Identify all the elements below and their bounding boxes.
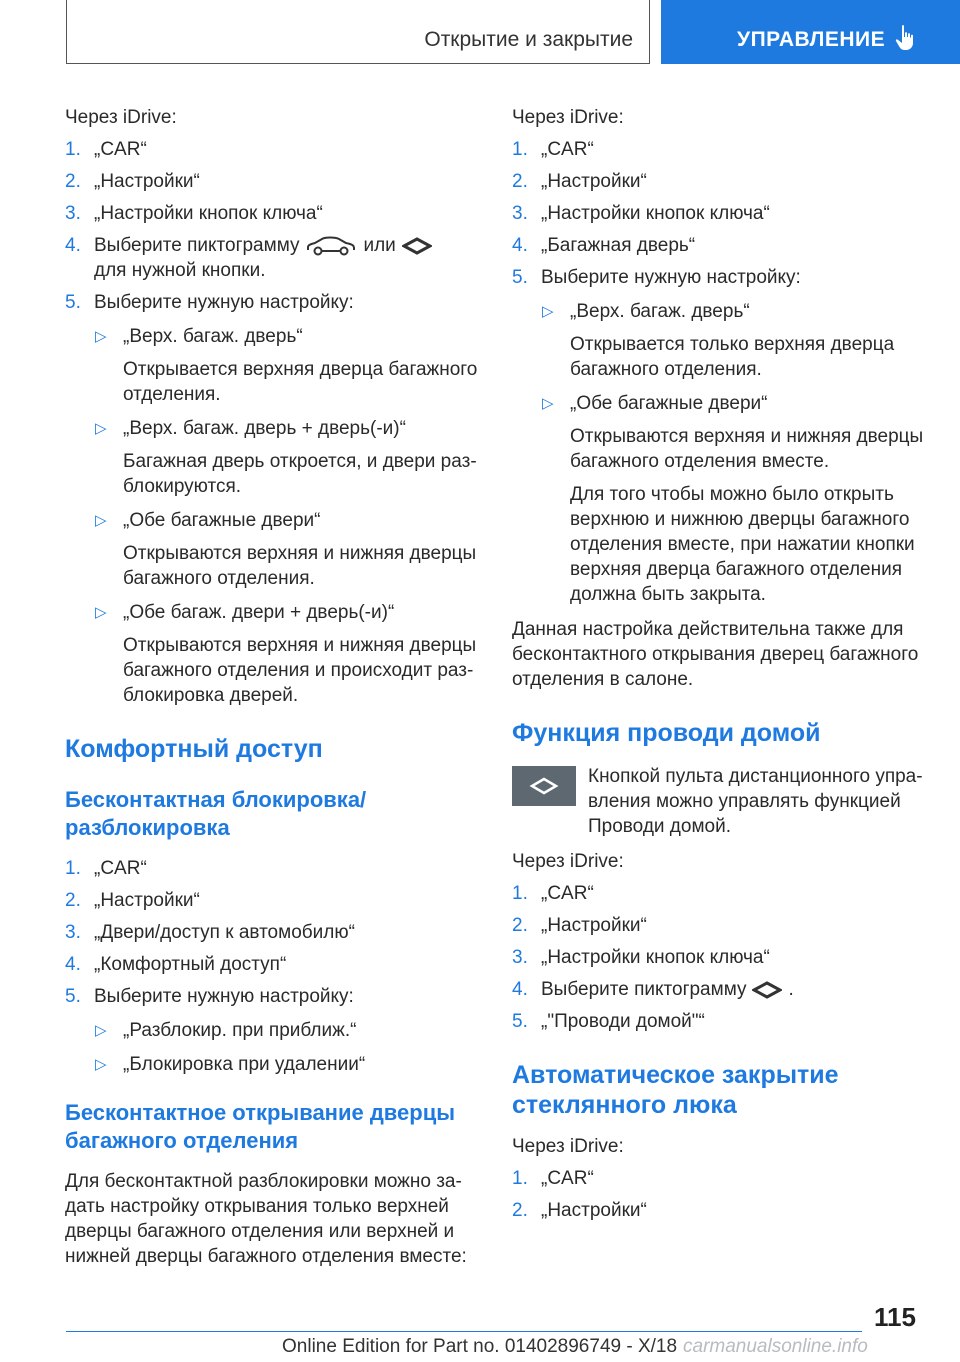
list-item: 2. „Настройки“: [512, 171, 647, 192]
chapter-tab[interactable]: [661, 0, 960, 64]
chapter-tab-label: УПРАВЛЕНИЕ: [737, 28, 886, 51]
option-item: ▷ „Блокировка при удалении“: [95, 1054, 366, 1075]
bullet-triangle-icon: ▷: [95, 328, 107, 345]
list-item: 4. Выберите пиктограмму или для нужной кнопки.: [65, 233, 483, 283]
list-item: 5. „"Проводи домой"“: [512, 1011, 705, 1032]
bullet-triangle-icon: ▷: [542, 303, 554, 320]
heading-keyless-lock: Бесконтактная блокировка/ разблокировка: [65, 787, 367, 840]
list-item: 5. Выберите нужную настройку:: [65, 292, 354, 313]
idrive-intro: Через iDrive:: [512, 1136, 624, 1157]
note-paragraph: Данная настройка действительна также для бесконтактного открывания дверец багажного отделения в салоне.: [512, 619, 919, 690]
list-item: 2. „Настройки“: [65, 890, 200, 911]
option-desc: Открываются верхняя и нижняя дверцы багажного отделения и происходит раз-блокировка дверей.: [123, 635, 477, 706]
option-item: ▷ „Верх. багаж. дверь“: [95, 326, 303, 347]
list-item: 5. Выберите нужную настройку:: [65, 986, 354, 1007]
watermark: carmanualsonline.info: [683, 1336, 868, 1357]
option-desc: Для того чтобы можно было открыть верхнюю и нижнюю дверцы багажного отделения вместе, при нажатии кнопки верхняя дверца багажного отделения должна быть закрыта.: [570, 484, 915, 605]
hand-pointer-icon: [895, 24, 919, 52]
option-item: ▷ „Верх. багаж. дверь + дверь(-и)“: [95, 418, 406, 439]
left-column: [65, 98, 483, 1269]
diamond-icon: [752, 981, 782, 999]
right-column: [512, 98, 930, 1223]
option-desc: Открывается верхняя дверца багажного отделения.: [123, 359, 478, 405]
option-desc: Открывается только верхняя дверца багажного отделения.: [570, 334, 895, 380]
option-item: ▷ „Обе багажные двери“: [95, 510, 321, 531]
list-item: 1. „CAR“: [512, 883, 594, 904]
bullet-triangle-icon: ▷: [95, 1056, 107, 1073]
idrive-intro: Через iDrive:: [512, 107, 624, 128]
list-item: 1. „CAR“: [65, 139, 147, 160]
list-item: 2. „Настройки“: [512, 1200, 647, 1221]
heading-follow-me-home: Функция проводи домой: [512, 719, 821, 747]
list-item: 3. „Настройки кнопок ключа“: [512, 947, 770, 968]
option-item: ▷ „Разблокир. при приближ.“: [95, 1020, 357, 1041]
option-desc: Багажная дверь откроется, и двери раз-блокируются.: [123, 451, 477, 497]
bullet-triangle-icon: ▷: [95, 420, 107, 437]
idrive-intro: Через iDrive:: [512, 851, 624, 872]
heading-comfort-access: Комфортный доступ: [65, 735, 323, 763]
footer-divider: [66, 1331, 862, 1332]
list-item: 2. „Настройки“: [65, 171, 200, 192]
option-item: ▷ „Обе багажные двери“: [542, 393, 768, 414]
list-item: 4. Выберите пиктограмму .: [512, 979, 794, 1000]
home-figure-row: [512, 764, 930, 839]
edition-text: Online Edition for Part no. 01402896749 - X/18: [282, 1336, 678, 1357]
trunk-paragraph: Для бесконтактной разблокировки можно за-дать настройку открывания только верхней дверцы багажного отделения или верхней и нижней дверцы багажного отделения вместе:: [65, 1171, 467, 1267]
heading-keyless-trunk: Бесконтактное открывание дверцы багажного отделения: [65, 1100, 456, 1153]
page-number: 115: [874, 1302, 916, 1332]
idrive-intro: Через iDrive:: [65, 107, 177, 128]
bullet-triangle-icon: ▷: [95, 1022, 107, 1039]
key-button-figure: [512, 766, 576, 806]
list-item: 3. „Двери/доступ к автомобилю“: [65, 922, 355, 943]
bullet-triangle-icon: ▷: [95, 512, 107, 529]
list-item: 1. „CAR“: [512, 139, 594, 160]
option-desc: Открываются верхняя и нижняя дверцы багажного отделения вместе.: [570, 426, 924, 472]
diamond-icon: [402, 237, 432, 255]
option-desc: Открываются верхняя и нижняя дверцы багажного отделения.: [123, 543, 477, 589]
heading-auto-roof-close: Автоматическое закрытие стеклянного люка: [512, 1061, 839, 1119]
header-box: [66, 0, 650, 64]
list-item: 2. „Настройки“: [512, 915, 647, 936]
list-item: 1. „CAR“: [65, 858, 147, 879]
option-item: ▷ „Верх. багаж. дверь“: [542, 301, 750, 322]
list-item: 3. „Настройки кнопок ключа“: [65, 203, 323, 224]
diamond-icon: [512, 766, 576, 806]
list-item: 1. „CAR“: [512, 1168, 594, 1189]
bullet-triangle-icon: ▷: [95, 604, 107, 621]
option-item: ▷ „Обе багаж. двери + дверь(-и)“: [95, 602, 395, 623]
home-paragraph: Кнопкой пульта дистанционного упра-вления можно управлять функцией Проводи домой.: [588, 766, 923, 837]
car-icon: [305, 235, 357, 257]
section-title: Открытие и закрытие: [424, 28, 633, 51]
list-item: 3. „Настройки кнопок ключа“: [512, 203, 770, 224]
list-item: 5. Выберите нужную настройку:: [512, 267, 801, 288]
bullet-triangle-icon: ▷: [542, 395, 554, 412]
list-item: 4. „Комфортный доступ“: [65, 954, 287, 975]
list-item: 4. „Багажная дверь“: [512, 235, 696, 256]
